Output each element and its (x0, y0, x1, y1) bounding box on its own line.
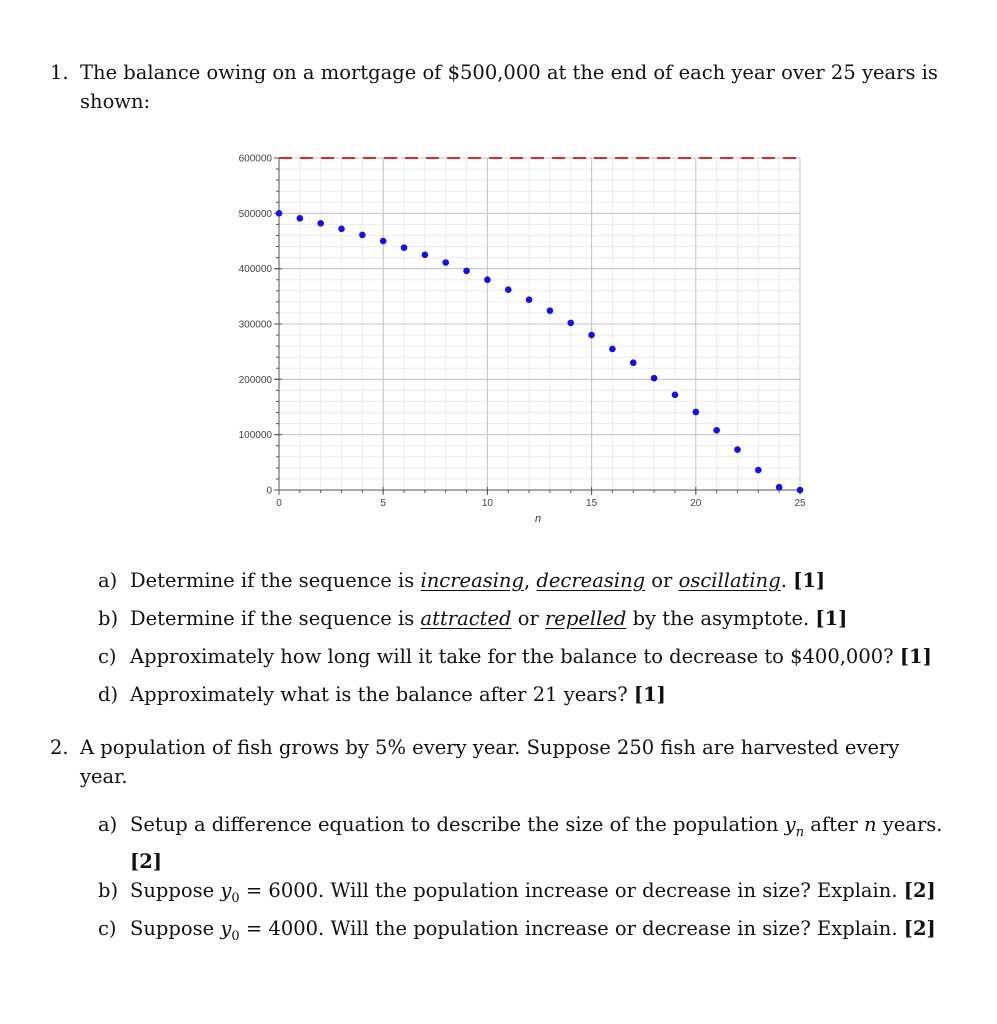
y-tick-label: 100000 (238, 430, 272, 442)
data-point (463, 268, 470, 275)
part-label: c) (98, 645, 117, 668)
marks: [1] (793, 569, 826, 592)
data-point (776, 484, 783, 491)
data-point (422, 252, 429, 259)
x-tick-label: 25 (794, 498, 806, 509)
x-axis-label: n (534, 513, 542, 525)
question-2c: c) Suppose $y_0 = 4000$. Will the population increase or decrease in size? Explain. [2] (98, 914, 936, 951)
var-y: y (784, 813, 796, 836)
data-point (276, 210, 283, 217)
question-2a: a) Setup a difference equation to describe the size of the population $y_n$ after n years. [2] (98, 810, 948, 876)
y-tick-label: 600000 (238, 153, 272, 165)
data-point (713, 427, 720, 434)
data-point (359, 232, 366, 239)
marks: [2] (130, 849, 163, 873)
data-point (547, 307, 554, 314)
x-tick-label: 0 (276, 498, 282, 509)
data-point (567, 320, 574, 327)
question-2-number: 2. (50, 736, 69, 759)
data-point (609, 346, 616, 353)
var-n: n (864, 813, 877, 836)
data-point (797, 487, 804, 494)
question-1a: a) Determine if the sequence is increasing, decreasing or oscillating. [1] (98, 566, 825, 595)
marks: [2] (903, 879, 936, 902)
y-tick-label: 400000 (238, 264, 272, 276)
y-tick-label: 0 (266, 485, 272, 497)
data-point (588, 332, 595, 339)
part-label: b) (98, 607, 119, 630)
data-points (276, 210, 804, 493)
var-subscript: n (795, 824, 805, 840)
data-point (526, 296, 533, 303)
data-point (380, 238, 387, 245)
part-label: a) (98, 813, 118, 836)
data-point (442, 259, 449, 266)
y-tick-label: 200000 (238, 374, 272, 386)
marks: [2] (903, 917, 936, 940)
y-tick-label: 500000 (238, 208, 272, 220)
y-tick-label: 300000 (238, 319, 272, 331)
data-point (338, 226, 345, 233)
option-oscillating: oscillating (678, 569, 781, 592)
data-point (672, 392, 679, 399)
x-tick-label: 10 (481, 498, 493, 509)
data-point (651, 375, 658, 382)
x-tick-label: 20 (690, 498, 702, 509)
part-label: b) (98, 879, 119, 902)
question-1-text: The balance owing on a mortgage of $500,000 at the end of each year over 25 years is shown: (80, 61, 938, 113)
mortgage-balance-chart (220, 148, 820, 528)
question-2-text: A population of fish grows by 5% every year. Suppose 250 fish are harvested every year. (80, 736, 900, 788)
data-point (317, 220, 324, 227)
question-1d: d) Approximately what is the balance after 21 years? [1] (98, 680, 666, 709)
part-label: c) (98, 917, 117, 940)
question-1-number: 1. (50, 61, 69, 84)
data-point (755, 467, 762, 474)
question-1b: b) Determine if the sequence is attracted or repelled by the asymptote. [1] (98, 604, 847, 633)
data-point (734, 446, 741, 453)
data-point (297, 215, 304, 222)
chart-ticks (239, 154, 806, 510)
part-label: a) (98, 569, 118, 592)
data-point (401, 244, 408, 251)
marks: [1] (633, 683, 666, 706)
data-point (505, 286, 512, 293)
marks: [1] (815, 607, 848, 630)
question-1c: c) Approximately how long will it take for the balance to decrease to $400,000? [1] (98, 642, 932, 671)
chart-grid (279, 158, 800, 490)
option-repelled: repelled (544, 607, 627, 630)
question-2b: b) Suppose $y_0 = 6000$. Will the population increase or decrease in size? Explain. [2] (98, 876, 936, 913)
data-point (630, 359, 637, 366)
part-label: d) (98, 683, 119, 706)
x-tick-label: 15 (586, 498, 598, 509)
x-tick-label: 5 (380, 498, 386, 509)
option-decreasing: decreasing (536, 569, 646, 592)
option-increasing: increasing (420, 569, 524, 592)
option-attracted: attracted (420, 607, 512, 630)
marks: [1] (899, 645, 932, 668)
data-point (484, 276, 491, 283)
data-point (693, 409, 700, 416)
